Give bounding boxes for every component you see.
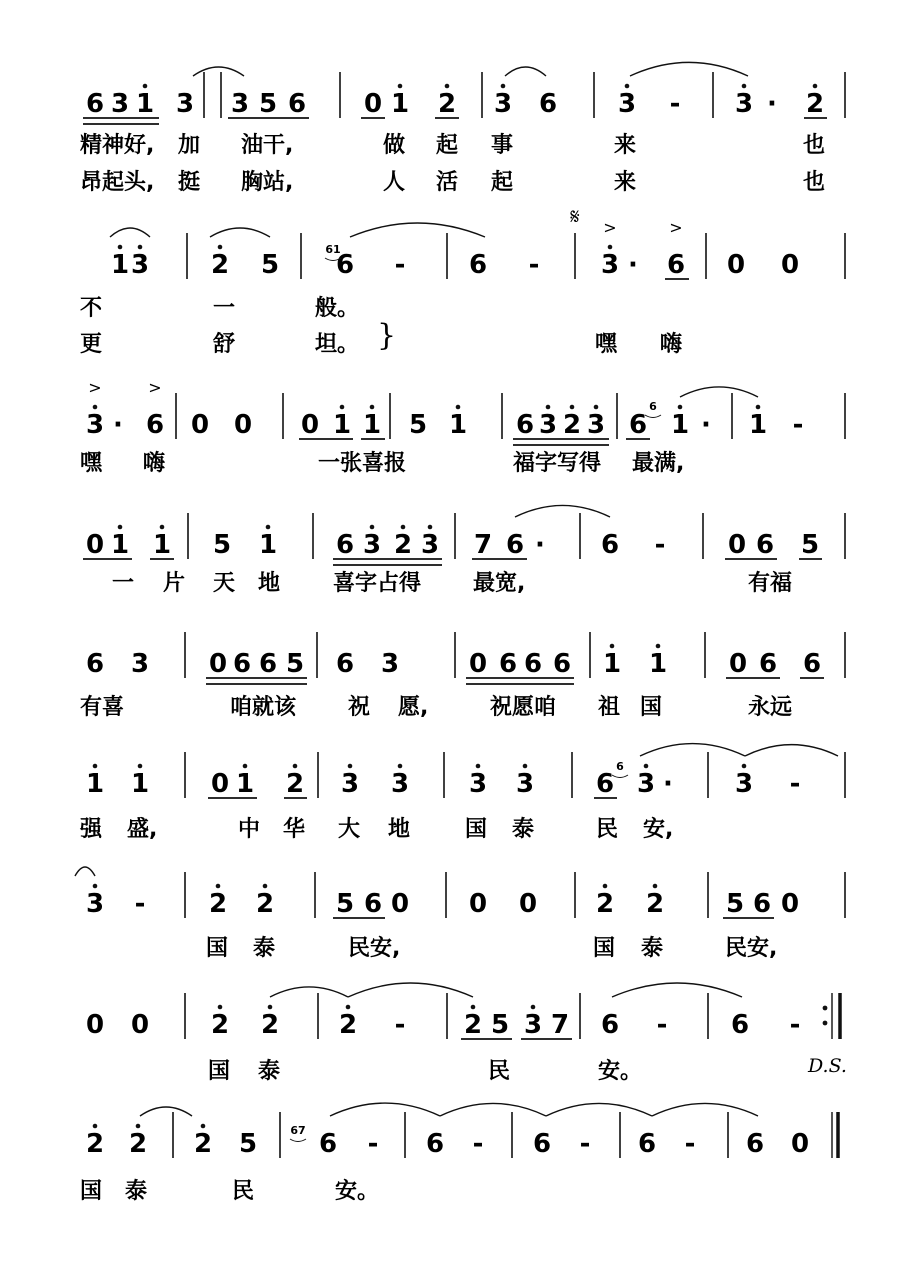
jianpu-note: 6 [335, 250, 355, 280]
jianpu-note: 2 [463, 1010, 483, 1040]
octave-dot-above [456, 405, 461, 410]
jianpu-note: 3 [85, 889, 105, 919]
slur [505, 67, 546, 76]
jianpu-note: 1 [332, 410, 352, 440]
jianpu-note: 3 [362, 530, 382, 560]
jianpu-note: 5 [800, 530, 820, 560]
jianpu-note: 3 [85, 410, 105, 440]
jianpu-note: 2 [85, 1129, 105, 1159]
octave-dot-above [243, 764, 248, 769]
lyric-text: 一 [112, 571, 135, 596]
jianpu-note: 0 [780, 889, 800, 919]
lyric-text: 嗨 [660, 332, 683, 357]
lyric-text: 国 [206, 936, 229, 961]
jianpu-note: 6 [552, 649, 572, 679]
jianpu-note: 6 [745, 1129, 765, 1159]
segno-sign: 𝄋 [570, 205, 580, 230]
jianpu-note: 7 [550, 1010, 570, 1040]
jianpu-note: 0 [468, 649, 488, 679]
octave-dot-above [523, 764, 528, 769]
jianpu-note: 0 [780, 250, 800, 280]
lyric-text: 国 [640, 695, 663, 720]
lyric-text: 喜字占得 [333, 571, 422, 596]
jianpu-note: 2 [645, 889, 665, 919]
lyric-text: 事 [491, 133, 514, 158]
jianpu-note: 6 [595, 769, 615, 799]
lyric-text: 民安, [725, 936, 778, 961]
dal-segno-mark: D.S. [808, 1055, 847, 1077]
jianpu-note: 1 [362, 410, 382, 440]
slur [612, 983, 742, 997]
jianpu-note: 1 [390, 89, 410, 119]
octave-dot-above [293, 764, 298, 769]
octave-dot-above [340, 405, 345, 410]
jianpu-note: 6 [335, 530, 355, 560]
lyric-text: 来 [614, 133, 637, 158]
octave-dot-above [678, 405, 683, 410]
lyric-text: 精神好, [80, 133, 155, 158]
jianpu-note: 0 [130, 1010, 150, 1040]
jianpu-note: 0 [85, 1010, 105, 1040]
jianpu-note: 1 [748, 410, 768, 440]
jianpu-note: - [669, 89, 681, 119]
lyric-text: 更 [80, 332, 103, 357]
jianpu-note: 2 [338, 1010, 358, 1040]
lyric-text: 胸站, [241, 170, 294, 195]
jianpu-note: 1 [258, 530, 278, 560]
jianpu-note: 5 [238, 1129, 258, 1159]
jianpu-note: 0 [728, 649, 748, 679]
jianpu-note: - [656, 1010, 668, 1040]
jianpu-note: 6 [730, 1010, 750, 1040]
jianpu-note: - [367, 1129, 379, 1159]
octave-dot-above [143, 84, 148, 89]
lyric-text: 泰 [512, 817, 535, 842]
octave-dot-above [263, 884, 268, 889]
jianpu-note: - [789, 769, 801, 799]
jianpu-note: 6 [538, 89, 558, 119]
lyric-text: 来 [614, 170, 637, 195]
grace-note: 6 [649, 400, 657, 413]
jianpu-note: 0 [210, 769, 230, 799]
slur [110, 228, 150, 237]
lyric-text: 祖 [598, 695, 621, 720]
octave-dot-above [428, 525, 433, 530]
jianpu-note: 2 [128, 1129, 148, 1159]
jianpu-note: 3 [130, 250, 150, 280]
octave-dot-above [625, 84, 630, 89]
octave-dot-above [813, 84, 818, 89]
jianpu-note: 2 [210, 1010, 230, 1040]
octave-dot-above [398, 84, 403, 89]
lyric-text: 最满, [632, 451, 685, 476]
lyric-text: 地 [388, 817, 411, 842]
jianpu-note: 6 [505, 530, 525, 560]
octave-dot-above [346, 1005, 351, 1010]
jianpu-note: 6 [802, 649, 822, 679]
octave-dot-above [216, 884, 221, 889]
lyric-text: 国 [80, 1179, 103, 1204]
lyric-text: 大 [338, 817, 361, 842]
lyric-text: 民 [488, 1059, 511, 1084]
jianpu-note: 6 [363, 889, 383, 919]
jianpu-note: 6 [523, 649, 543, 679]
lyric-text: 中 [238, 817, 261, 842]
octave-dot-above [531, 1005, 536, 1010]
jianpu-note: 6 [498, 649, 518, 679]
lyric-text: 人 [383, 170, 406, 195]
jianpu-note: 2 [260, 1010, 280, 1040]
lyric-text: 民安, [348, 936, 401, 961]
accent-mark: > [148, 378, 162, 397]
jianpu-note: 3 [586, 410, 606, 440]
slur [652, 1103, 758, 1116]
jianpu-note: - [579, 1129, 591, 1159]
jianpu-note: 1 [448, 410, 468, 440]
lyric-text: 国 [208, 1059, 231, 1084]
lyric-text: 有喜 [80, 695, 125, 720]
lyric-text: 挺 [178, 170, 201, 195]
jianpu-note: 6 [515, 410, 535, 440]
repeat-dot [823, 1006, 828, 1011]
lyric-text: 泰 [253, 936, 276, 961]
slur [680, 387, 758, 397]
lyric-text: 起 [491, 170, 514, 195]
jianpu-note: 6 [85, 649, 105, 679]
jianpu-note: 6 [600, 1010, 620, 1040]
jianpu-note: 6 [666, 250, 686, 280]
jianpu-note: 3 [734, 89, 754, 119]
jianpu-note: 1 [110, 530, 130, 560]
jianpu-note: 3 [175, 89, 195, 119]
lyric-text: 有福 [748, 571, 793, 596]
jianpu-note: 1 [602, 649, 622, 679]
lyric-text: 也 [803, 133, 826, 158]
octave-dot-above [93, 884, 98, 889]
lyric-text: 安。 [598, 1059, 643, 1084]
jianpu-note: 6 [628, 410, 648, 440]
octave-dot-above [644, 764, 649, 769]
jianpu-note: · [113, 410, 123, 440]
lyric-text: 坦。 [315, 332, 360, 357]
octave-dot-above [653, 884, 658, 889]
accent-mark: > [603, 218, 617, 237]
jianpu-note: 3 [340, 769, 360, 799]
octave-dot-above [93, 764, 98, 769]
lyric-text: 起 [436, 133, 459, 158]
jianpu-note: 6 [232, 649, 252, 679]
grace-note: 67 [290, 1124, 306, 1137]
jianpu-note: · [701, 410, 711, 440]
jianpu-note: 6 [600, 530, 620, 560]
jianpu-note: 3 [420, 530, 440, 560]
lyric-text: 活 [436, 170, 459, 195]
lyric-text: 昂起头, [80, 170, 155, 195]
octave-dot-above [118, 525, 123, 530]
lyric-text: 泰 [125, 1179, 148, 1204]
jianpu-note: 3 [617, 89, 637, 119]
slur [630, 62, 748, 76]
jianpu-note: 1 [85, 769, 105, 799]
jianpu-note: 2 [210, 250, 230, 280]
jianpu-note: 0 [300, 410, 320, 440]
jianpu-note: 3 [468, 769, 488, 799]
jianpu-note: 3 [390, 769, 410, 799]
lyric-text: 民 [232, 1179, 255, 1204]
octave-dot-above [138, 245, 143, 250]
jianpu-note: 0 [363, 89, 383, 119]
jianpu-note: 3 [380, 649, 400, 679]
slur [193, 67, 244, 76]
lyric-text: 强 [80, 817, 103, 842]
jianpu-note: 2 [437, 89, 457, 119]
jianpu-note: 5 [408, 410, 428, 440]
lyric-text: 一张喜报 [318, 451, 407, 476]
jianpu-note: - [134, 889, 146, 919]
lyric-text: 不 [80, 296, 103, 321]
octave-dot-above [348, 764, 353, 769]
lyric-text: 泰 [258, 1059, 281, 1084]
lyric-text: 一 [213, 296, 236, 321]
slur [440, 1103, 546, 1116]
jianpu-note: 6 [755, 530, 775, 560]
accent-mark: > [669, 218, 683, 237]
lyric-text: 盛, [127, 817, 158, 842]
lyric-text: 加 [178, 133, 201, 158]
octave-dot-above [742, 764, 747, 769]
jianpu-note: 2 [805, 89, 825, 119]
octave-dot-above [742, 84, 747, 89]
jianpu-note: · [535, 530, 545, 560]
slur [330, 1103, 440, 1116]
jianpu-note: 6 [468, 250, 488, 280]
lyric-text: 民 [596, 817, 619, 842]
octave-dot-above [118, 245, 123, 250]
jianpu-note: 2 [208, 889, 228, 919]
lyric-text: 般。 [315, 296, 360, 321]
octave-dot-above [476, 764, 481, 769]
octave-dot-above [370, 405, 375, 410]
lyric-text: 嗨 [143, 451, 166, 476]
slur [546, 1103, 652, 1116]
jianpu-note: 0 [790, 1129, 810, 1159]
lyric-text: 嘿 [80, 451, 103, 476]
slur [515, 505, 610, 517]
lyric-text: 油干, [241, 133, 294, 158]
jianpu-note: 3 [230, 89, 250, 119]
octave-dot-above [266, 525, 271, 530]
jianpu-note: 6 [287, 89, 307, 119]
octave-dot-above [594, 405, 599, 410]
lyric-text: 也 [803, 170, 826, 195]
grace-slur [612, 775, 628, 778]
jianpu-note: 0 [468, 889, 488, 919]
jianpu-note: 5 [490, 1010, 510, 1040]
octave-dot-above [445, 84, 450, 89]
jianpu-note: 6 [145, 410, 165, 440]
octave-dot-above [160, 525, 165, 530]
jianpu-note: 2 [255, 889, 275, 919]
jianpu-note: 0 [727, 530, 747, 560]
jianpu-note: 6 [637, 1129, 657, 1159]
jianpu-note: 5 [725, 889, 745, 919]
jianpu-note: 1 [110, 250, 130, 280]
octave-dot-above [546, 405, 551, 410]
slur [350, 223, 485, 237]
jianpu-note: · [663, 769, 673, 799]
jianpu-note: 6 [258, 649, 278, 679]
jianpu-note: 6 [318, 1129, 338, 1159]
lyric-text: 永远 [748, 695, 793, 720]
octave-dot-above [603, 884, 608, 889]
jianpu-note: - [394, 250, 406, 280]
jianpu-note: 6 [752, 889, 772, 919]
jianpu-note: 3 [538, 410, 558, 440]
lyric-brace: } [377, 318, 397, 353]
jianpu-note: · [628, 250, 638, 280]
octave-dot-above [501, 84, 506, 89]
grace-note: 61 [325, 243, 341, 256]
jianpu-note: 2 [595, 889, 615, 919]
jianpu-note: 1 [152, 530, 172, 560]
jianpu-note: 0 [190, 410, 210, 440]
grace-slur [290, 1139, 306, 1142]
lyric-text: 咱就该 [230, 695, 297, 720]
jianpu-note: 3 [130, 649, 150, 679]
jianpu-note: 1 [235, 769, 255, 799]
accent-mark: > [88, 378, 102, 397]
slur [348, 983, 473, 997]
octave-dot-above [93, 1124, 98, 1129]
jianpu-note: 0 [726, 250, 746, 280]
jianpu-note: 5 [212, 530, 232, 560]
grace-note: 6 [616, 760, 624, 773]
lyric-text: 祝 [348, 695, 371, 720]
jianpu-note: 1 [130, 769, 150, 799]
jianpu-note: 6 [425, 1129, 445, 1159]
slur [640, 744, 745, 756]
lyric-text: 泰 [641, 936, 664, 961]
jianpu-note: 7 [473, 530, 493, 560]
lyric-text: 最宽, [473, 571, 526, 596]
jianpu-note: - [394, 1010, 406, 1040]
jianpu-note: 1 [670, 410, 690, 440]
octave-dot-above [93, 405, 98, 410]
octave-dot-above [138, 764, 143, 769]
lyric-text: 祝愿咱 [490, 695, 557, 720]
jianpu-note: 0 [390, 889, 410, 919]
repeat-dot [823, 1021, 828, 1026]
lyric-text: 愿, [398, 695, 429, 720]
jianpu-note: - [654, 530, 666, 560]
lyric-text: 国 [593, 936, 616, 961]
jianpu-note: 3 [734, 769, 754, 799]
jianpu-note: 3 [636, 769, 656, 799]
slur [210, 228, 270, 237]
octave-dot-above [268, 1005, 273, 1010]
lyric-text: 安。 [335, 1179, 380, 1204]
octave-dot-above [201, 1124, 206, 1129]
jianpu-note: - [792, 410, 804, 440]
lyric-text: 福字写得 [513, 451, 602, 476]
jianpu-note: 3 [600, 250, 620, 280]
jianpu-note: 2 [285, 769, 305, 799]
lyric-text: 舒 [213, 332, 236, 357]
octave-dot-above [608, 245, 613, 250]
lyric-text: 安, [643, 817, 674, 842]
grace-slur [645, 415, 661, 418]
jianpu-note: 3 [493, 89, 513, 119]
octave-dot-above [370, 525, 375, 530]
lyric-text: 做 [383, 133, 406, 158]
jianpu-note: 1 [648, 649, 668, 679]
jianpu-note: 3 [515, 769, 535, 799]
jianpu-note: 6 [335, 649, 355, 679]
jianpu-note: 6 [85, 89, 105, 119]
octave-dot-above [401, 525, 406, 530]
lyric-text: 华 [283, 817, 306, 842]
jianpu-note: 0 [208, 649, 228, 679]
jianpu-note: 3 [110, 89, 130, 119]
jianpu-note: - [789, 1010, 801, 1040]
jianpu-note: 6 [758, 649, 778, 679]
jianpu-note: 0 [233, 410, 253, 440]
jianpu-note: 5 [260, 250, 280, 280]
jianpu-note: 3 [523, 1010, 543, 1040]
octave-dot-above [398, 764, 403, 769]
octave-dot-above [218, 245, 223, 250]
octave-dot-above [218, 1005, 223, 1010]
octave-dot-above [656, 644, 661, 649]
slur [745, 745, 838, 756]
octave-dot-above [471, 1005, 476, 1010]
slur [75, 867, 95, 876]
jianpu-note: 0 [85, 530, 105, 560]
slur [270, 987, 348, 997]
jianpu-note: 6 [532, 1129, 552, 1159]
jianpu-note: 1 [135, 89, 155, 119]
octave-dot-above [756, 405, 761, 410]
octave-dot-above [570, 405, 575, 410]
octave-dot-above [136, 1124, 141, 1129]
jianpu-note: 5 [285, 649, 305, 679]
jianpu-note: - [528, 250, 540, 280]
jianpu-note: · [767, 89, 777, 119]
lyric-text: 天 [213, 571, 236, 596]
jianpu-note: 2 [393, 530, 413, 560]
lyric-text: 嘿 [595, 332, 618, 357]
jianpu-note: 2 [562, 410, 582, 440]
slur [140, 1107, 192, 1116]
lyric-text: 国 [465, 817, 488, 842]
lyric-text: 地 [258, 571, 281, 596]
jianpu-note: 5 [335, 889, 355, 919]
jianpu-note: 5 [258, 89, 278, 119]
jianpu-note: 0 [518, 889, 538, 919]
jianpu-note: 2 [193, 1129, 213, 1159]
lyric-text: 片 [163, 571, 186, 596]
jianpu-note: - [472, 1129, 484, 1159]
jianpu-note: - [684, 1129, 696, 1159]
octave-dot-above [610, 644, 615, 649]
